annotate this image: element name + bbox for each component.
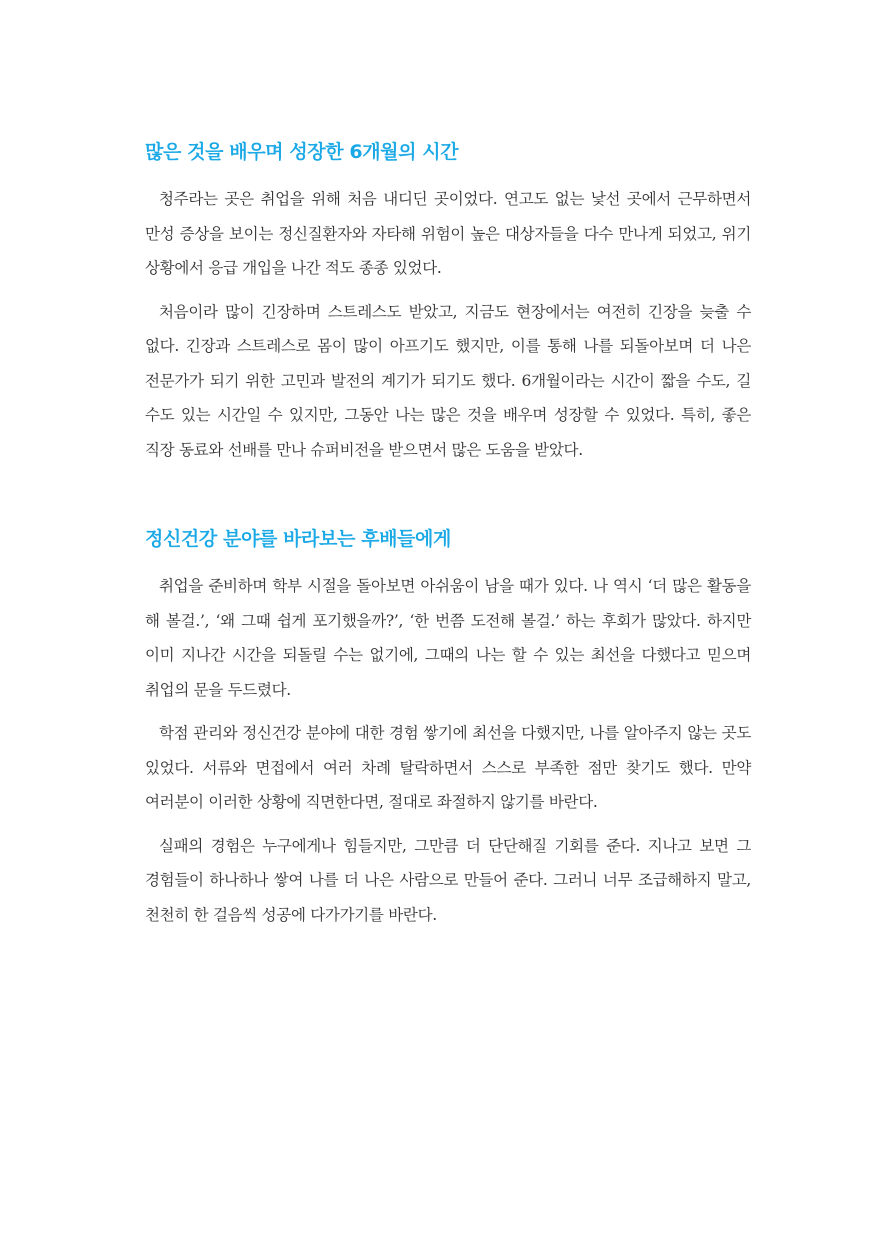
body-paragraph: 실패의 경험은 누구에게나 힘들지만, 그만큼 더 단단해질 기회를 준다. 지나고 보면 그 경험들이 하나하나 쌓여 나를 더 나은 사람으로 만들어 준다. 그러니 너무 조급해하지 말고, 천천히 한 걸음씩 성공에 다가가기를 바란다. — [145, 836, 751, 924]
section-growth — [145, 138, 751, 467]
body-paragraph: 취업을 준비하며 학부 시절을 돌아보면 아쉬움이 남을 때가 있다. 나 역시 ‘더 많은 활동을 해 볼걸.’, ‘왜 그때 쉽게 포기했을까?’, ‘한 번쯤 도전해 볼걸.’ 하는 후회가 많았다. 하지만 이미 지나간 시간을 되돌릴 수는 없기에, 그때의 나는 할 수 있는 최선을 다했다고 믿으며 취업의 문을 두드렸다. — [145, 577, 751, 699]
section-advice — [145, 525, 751, 932]
section-heading: 많은 것을 배우며 성장한 6개월의 시간 — [145, 141, 459, 163]
document-page — [145, 138, 751, 932]
body-paragraph: 학점 관리와 정신건강 분야에 대한 경험 쌓기에 최선을 다했지만, 나를 알아주지 않는 곳도 있었다. 서류와 면접에서 여러 차례 탈락하면서 스스로 부족한 점만 찾기도 했다. 만약 여러분이 이러한 상황에 직면한다면, 절대로 좌절하지 않기를 바란다. — [145, 724, 751, 811]
section-heading: 정신건강 분야를 바라보는 후배들에게 — [145, 528, 451, 550]
body-paragraph: 청주라는 곳은 취업을 위해 처음 내디딘 곳이었다. 연고도 없는 낯선 곳에서 근무하면서 만성 증상을 보이는 정신질환자와 자타해 위험이 높은 대상자들을 다수 만나게 되었고, 위기 상황에서 응급 개입을 나간 적도 종종 있었다. — [145, 190, 751, 277]
body-paragraph: 처음이라 많이 긴장하며 스트레스도 받았고, 지금도 현장에서는 여전히 긴장을 늦출 수 없다. 긴장과 스트레스로 몸이 많이 아프기도 했지만, 이를 통해 나를 되돌아보며 더 나은 전문가가 되기 위한 고민과 발전의 계기가 되기도 했다. 6개월이라는 시간이 짧을 수도, 길 수도 있는 시간일 수 있지만, 그동안 나는 많은 것을 배우며 성장할 수 있었다. 특히, 좋은 직장 동료와 선배를 만나 슈퍼비전을 받으면서 많은 도움을 받았다. — [145, 302, 751, 459]
